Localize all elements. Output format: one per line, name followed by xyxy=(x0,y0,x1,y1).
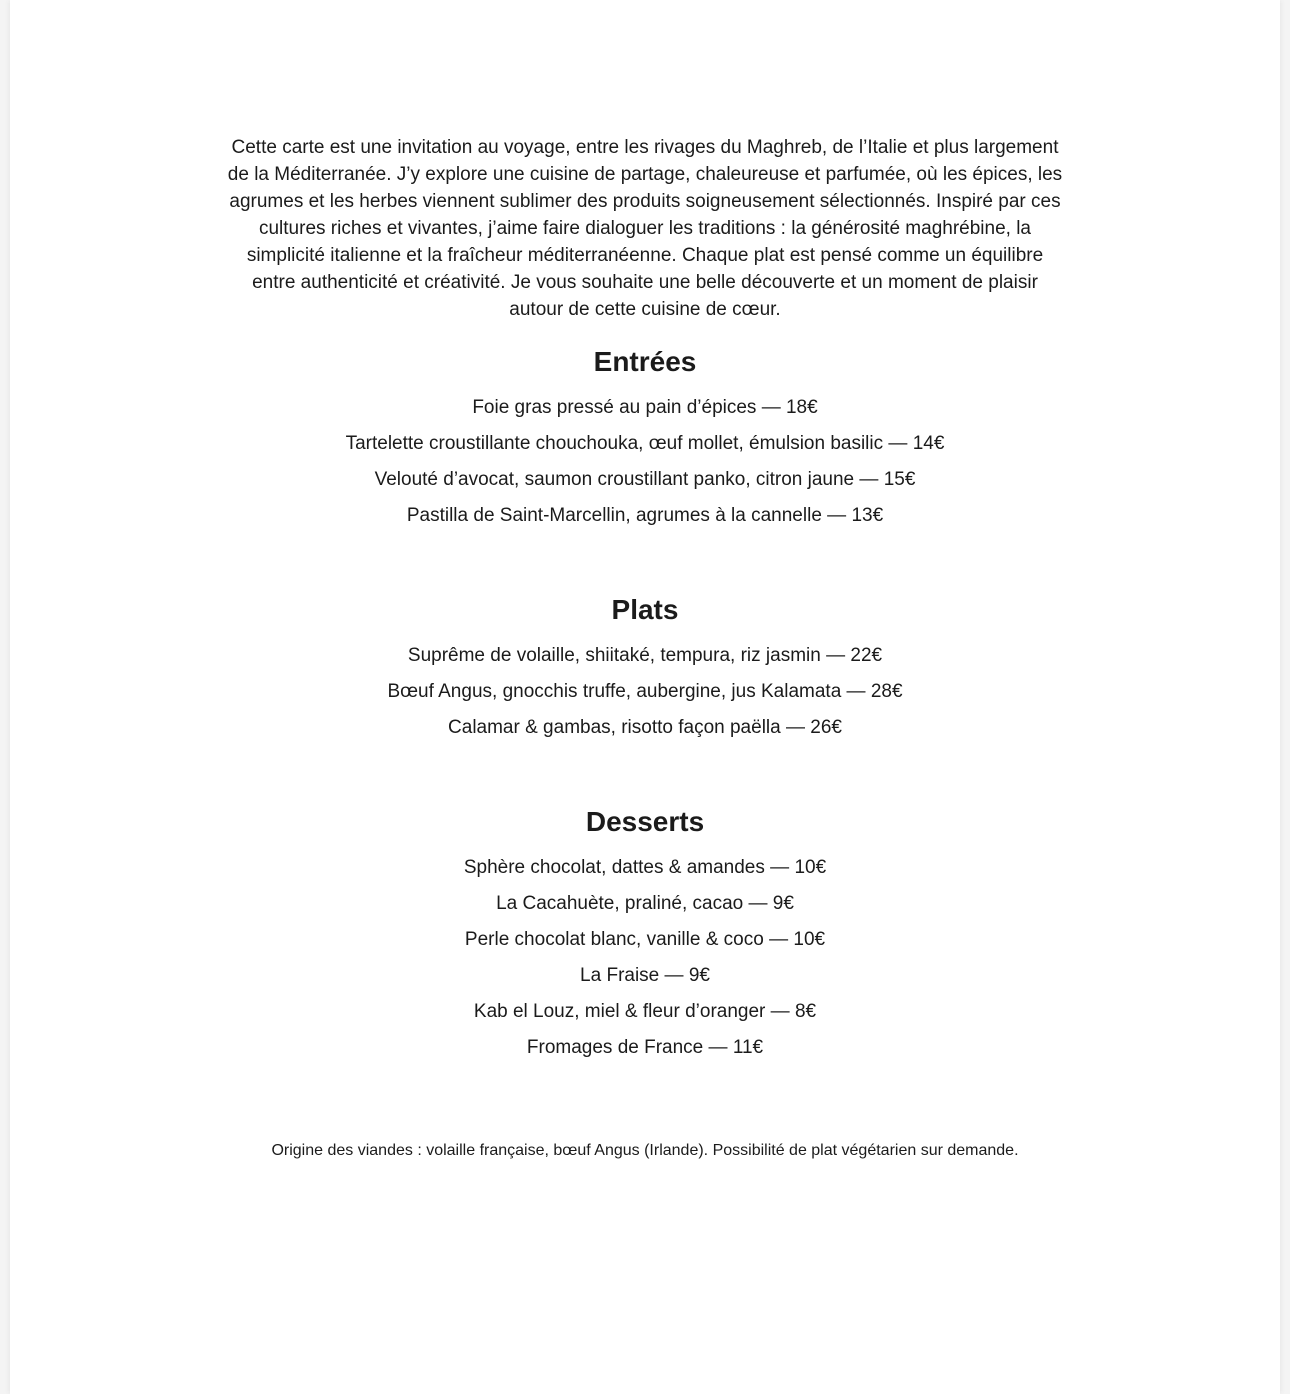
menu-item xyxy=(10,994,1280,1030)
meat-origin-note: Origine des viandes : volaille française, bœuf Angus (Irlande). Possibilité de plat végétarien sur demande. xyxy=(271,1142,1019,1159)
menu-page xyxy=(10,0,1280,1394)
price-separator: — xyxy=(888,433,908,454)
item-name: Foie gras pressé au pain d’épices xyxy=(472,397,757,418)
price-separator: — xyxy=(770,857,790,878)
item-price: 26€ xyxy=(810,717,842,738)
item-price: 11€ xyxy=(732,1037,764,1058)
menu-item xyxy=(10,886,1280,922)
price-separator: — xyxy=(748,893,768,914)
item-price: 22€ xyxy=(850,645,883,666)
item-name: Tartelette croustillante chouchouka, œuf mollet, émulsion basilic xyxy=(345,433,884,454)
item-name: La Cacahuète, praliné, cacao xyxy=(496,893,744,914)
menu-item xyxy=(10,498,1280,534)
menu-item xyxy=(10,390,1280,426)
item-price: 13€ xyxy=(851,505,884,526)
menu-item xyxy=(10,850,1280,886)
intro-line: autour de cette cuisine de cœur. xyxy=(509,299,781,320)
section-plats xyxy=(10,594,1280,746)
menu-item xyxy=(10,1030,1280,1066)
item-name: Fromages de France xyxy=(526,1037,704,1058)
price-separator: — xyxy=(859,469,879,490)
menu-item xyxy=(10,638,1280,674)
section-desserts xyxy=(10,806,1280,1066)
item-price: 15€ xyxy=(883,469,916,490)
section-title-desserts: Desserts xyxy=(585,806,705,837)
menu-item xyxy=(10,958,1280,994)
section-entrees xyxy=(10,346,1280,534)
menu-item xyxy=(10,674,1280,710)
price-separator: — xyxy=(770,1001,790,1022)
item-price: 9€ xyxy=(688,965,710,986)
price-separator: — xyxy=(769,929,789,950)
price-separator: — xyxy=(826,645,846,666)
price-separator: — xyxy=(761,397,781,418)
item-name: Bœuf Angus, gnocchis truffe, aubergine, jus Kalamata xyxy=(387,681,842,702)
item-name: Pastilla de Saint-Marcellin, agrumes à la cannelle xyxy=(406,505,822,526)
price-separator: — xyxy=(846,681,866,702)
intro-line: agrumes et les herbes viennent sublimer des produits soigneusement sélectionnés. Inspiré par ces xyxy=(229,191,1061,212)
price-separator: — xyxy=(827,505,847,526)
item-price: 10€ xyxy=(794,857,827,878)
price-separator: — xyxy=(664,965,684,986)
item-price: 18€ xyxy=(785,397,818,418)
intro-line: de la Méditerranée. J’y explore une cuisine de partage, chaleureuse et parfumée, où les épices, les xyxy=(227,164,1063,185)
item-price: 14€ xyxy=(912,433,945,454)
intro-line: entre authenticité et créativité. Je vous souhaite une belle découverte et un moment de plaisir xyxy=(252,272,1038,293)
item-name: Calamar & gambas, risotto façon paëlla xyxy=(448,717,781,738)
item-price: 28€ xyxy=(870,681,903,702)
intro-paragraph xyxy=(10,134,1280,323)
item-price: 8€ xyxy=(794,1001,817,1022)
item-name: Kab el Louz, miel & fleur d’oranger xyxy=(473,1001,766,1022)
item-name: Velouté d’avocat, saumon croustillant panko, citron jaune xyxy=(374,469,855,490)
price-separator: — xyxy=(785,717,805,738)
intro-line: simplicité italienne et la fraîcheur méditerranéenne. Chaque plat est pensé comme un équilibre xyxy=(246,245,1044,266)
menu-item xyxy=(10,462,1280,498)
section-plats-items xyxy=(10,638,1280,746)
item-name: La Fraise xyxy=(580,965,660,986)
intro-line: Cette carte est une invitation au voyage, entre les rivages du Maghreb, de l’Italie et plus largement xyxy=(231,137,1059,158)
item-price: 10€ xyxy=(793,929,826,950)
item-name: Suprême de volaille, shiitaké, tempura, riz jasmin xyxy=(407,645,821,666)
menu-item xyxy=(10,426,1280,462)
item-name: Perle chocolat blanc, vanille & coco xyxy=(464,929,764,950)
item-name: Sphère chocolat, dattes & amandes xyxy=(463,857,765,878)
menu-item xyxy=(10,922,1280,958)
section-title-entrees: Entrées xyxy=(593,346,697,377)
menu-item xyxy=(10,710,1280,746)
section-entrees-items xyxy=(10,390,1280,534)
section-title-plats: Plats xyxy=(611,594,679,625)
price-separator: — xyxy=(708,1037,728,1058)
section-desserts-items xyxy=(10,850,1280,1066)
item-price: 9€ xyxy=(772,893,794,914)
intro-line: cultures riches et vivantes, j’aime faire dialoguer les traditions : la générosité maghrébine, la xyxy=(258,218,1031,239)
